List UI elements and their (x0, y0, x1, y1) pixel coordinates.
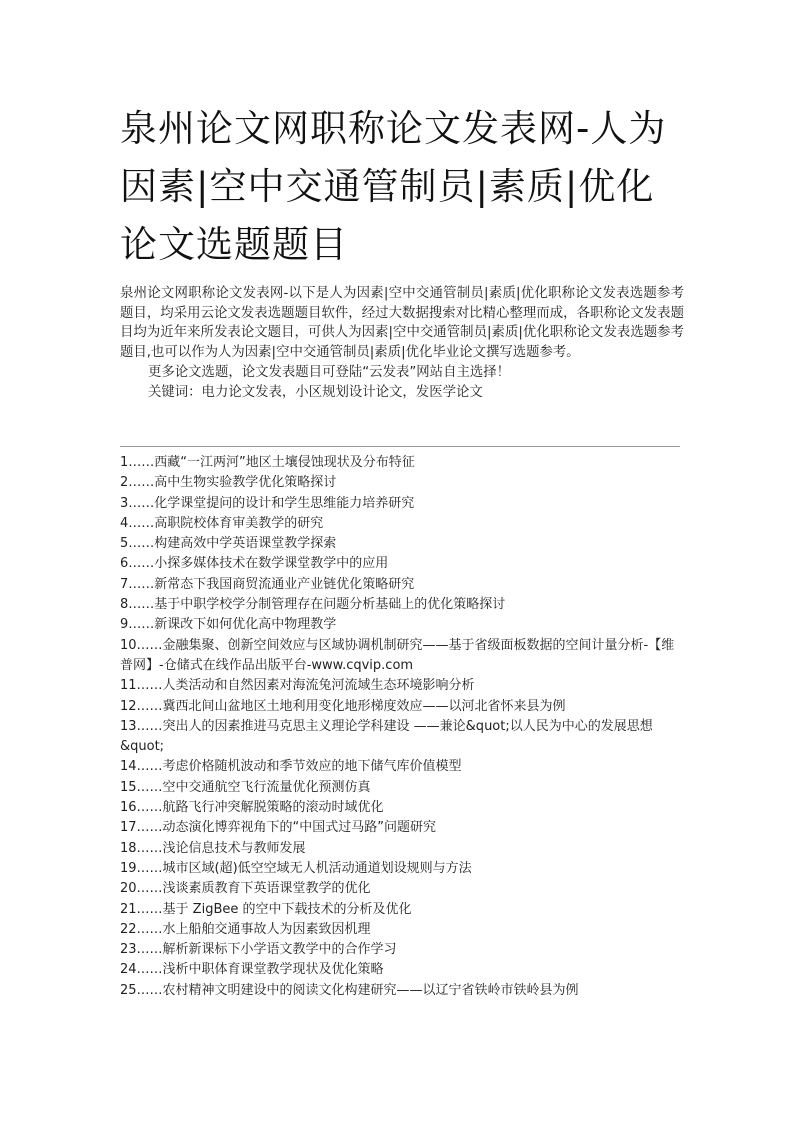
page-title: 泉州论文网职称论文发表网-人为因素|空中交通管制员|素质|优化论文选题题目 (120, 107, 667, 266)
topic-item: 2……高中生物实验教学优化策略探讨 (120, 475, 337, 491)
topic-item: 12……冀西北间山盆地区土地利用变化地形梯度效应——以河北省怀来县为例 (120, 698, 566, 714)
topic-item: 3……化学课堂提问的设计和学生思维能力培养研究 (120, 495, 415, 511)
topic-item: 16……航路飞行冲突解脱策略的滚动时域优化 (120, 800, 384, 816)
topic-item: 21……基于 ZigBee 的空中下载技术的分析及优化 (120, 901, 412, 917)
topic-item: 19……城市区域(超)低空空域无人机活动通道划设规则与方法 (120, 860, 472, 876)
more-topics-note: 更多论文选题，论文发表题目可登陆“云发表”网站自主选择！ (148, 364, 511, 380)
topic-item: 9……新课改下如何优化高中物理教学 (120, 617, 337, 633)
topic-item: 10……金融集聚、创新空间效应与区域协调机制研究——基于省级面板数据的空间计量分析-【维普网】-仓储式在线作品出版平台-www.cqvip.com (120, 637, 675, 673)
topic-item: 13……突出人的因素推进马克思主义理论学科建设 ——兼论&quot;以人民为中心的发展思想&quot; (120, 718, 653, 755)
topic-item: 20……浅谈素质教育下英语课堂教学的优化 (120, 881, 371, 897)
topic-item: 8……基于中职学校学分制管理存在问题分析基础上的优化策略探讨 (120, 597, 506, 613)
topic-list (120, 453, 684, 1001)
topic-item: 1……西藏“一江两河”地区土壤侵蚀现状及分布特征 (120, 455, 415, 470)
topic-item: 18……浅论信息技术与教师发展 (120, 840, 306, 856)
topic-item: 4……高职院校体育审美教学的研究 (120, 515, 324, 531)
topic-item: 24……浅析中职体育课堂教学现状及优化策略 (120, 962, 384, 978)
topic-item: 22……水上船舶交通事故人为因素致因机理 (120, 921, 371, 937)
topic-item: 25……农村精神文明建设中的阅读文化构建研究——以辽宁省铁岭市铁岭县为例 (120, 982, 579, 998)
topic-item: 17……动态演化博弈视角下的“中国式过马路”问题研究 (120, 820, 437, 836)
topic-item: 23……解析新课标下小学语文教学中的合作学习 (120, 942, 397, 958)
topic-item: 7……新常态下我国商贸流通业产业链优化策略研究 (120, 576, 415, 592)
topic-item: 15……空中交通航空飞行流量优化预测仿真 (120, 779, 371, 795)
topic-item: 14……考虑价格随机波动和季节效应的地下储气库价值模型 (120, 759, 462, 775)
topic-item: 6……小探多媒体技术在数学课堂教学中的应用 (120, 556, 389, 572)
keywords: 关键词：电力论文发表，小区规划设计论文，发医学论文 (148, 384, 483, 400)
topic-item: 11……人类活动和自然因素对海流兔河流域生态环境影响分析 (120, 678, 475, 694)
topic-item: 5……构建高效中学英语课堂教学探索 (120, 536, 337, 552)
divider (120, 446, 680, 447)
intro-paragraph: 泉州论文网职称论文发表网-以下是人为因素|空中交通管制员|素质|优化职称论文发表选题参考题目，均采用云论文发表选题题目软件，经过大数据搜索对比精心整理而成，各职称论文发表题目均为近年来所发表论文题目，可供人为因素|空中交通管制员|素质|优化职称论文发表选题参考题目,也可以作为人为因素|空中交通管制员|素质|优化毕业论文撰写选题参考。 (120, 286, 684, 361)
intro-section (120, 284, 684, 402)
